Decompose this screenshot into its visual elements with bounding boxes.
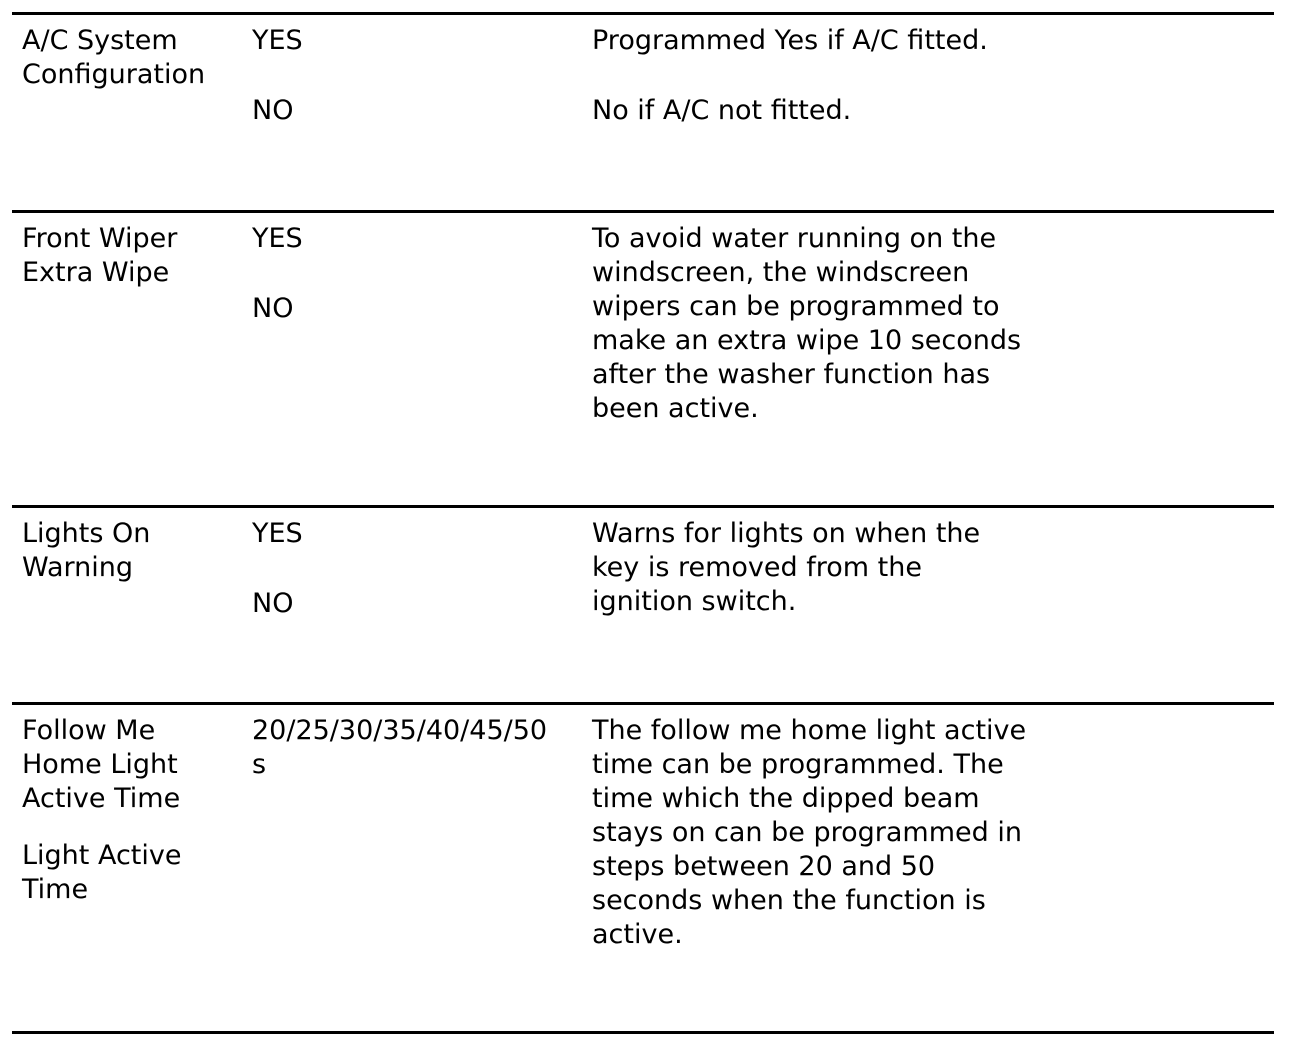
table-row-front-wiper [12, 210, 1274, 505]
table-row-follow-me-home [12, 702, 1274, 1034]
description-text: stays on can be programmed in [592, 817, 1022, 848]
description-gap [592, 58, 1052, 94]
description-text: steps between 20 and 50 [592, 851, 936, 882]
description-text: seconds when the function is [592, 885, 986, 916]
value-option: NO [252, 95, 294, 126]
values-cell [252, 24, 587, 128]
description-text: The follow me home light active [592, 715, 1027, 746]
description-text: ignition switch. [592, 586, 797, 617]
value-option: 20/25/30/35/40/45/50 [252, 715, 548, 746]
parameter-text: Front Wiper [22, 223, 178, 254]
table-row-lights-on-warning [12, 505, 1274, 702]
value-option: YES [252, 25, 303, 56]
value-option: YES [252, 518, 303, 549]
parameter-text: Active Time [22, 783, 181, 814]
description-cell [592, 714, 1052, 952]
parameter-text: Lights On [22, 518, 151, 549]
parameter-text: Time [22, 874, 89, 905]
table-row-ac-system [12, 12, 1274, 210]
value-option: YES [252, 223, 303, 254]
parameter-text: Follow Me [22, 715, 156, 746]
parameter-text: Extra Wipe [22, 257, 170, 288]
description-text: time can be programmed. The [592, 749, 1004, 780]
description-cell [592, 517, 1052, 619]
description-text: time which the dipped beam [592, 783, 980, 814]
description-text: Warns for lights on when the [592, 518, 981, 549]
value-option: NO [252, 293, 294, 324]
value-option: NO [252, 588, 294, 619]
value-option: s [252, 749, 267, 780]
values-cell [252, 517, 587, 621]
description-cell [592, 222, 1052, 426]
parameter-cell [22, 714, 247, 907]
description-text: wipers can be programmed to [592, 291, 1000, 322]
parameter-text: Warning [22, 552, 134, 583]
description-text: To avoid water running on the [592, 223, 997, 254]
parameter-cell [22, 24, 247, 92]
values-cell [252, 714, 587, 782]
parameter-cell [22, 517, 247, 585]
description-text: after the washer function has [592, 359, 991, 390]
description-text: No if A/C not fitted. [592, 95, 852, 126]
parameter-text: A/C System [22, 25, 178, 56]
parameter-text: Configuration [22, 59, 206, 90]
parameter-text: Light Active [22, 840, 182, 871]
description-text: been active. [592, 393, 759, 424]
description-text: windscreen, the windscreen [592, 257, 970, 288]
values-cell [252, 222, 587, 326]
description-text: Programmed Yes if A/C fitted. [592, 25, 988, 56]
settings-table [12, 12, 1274, 1034]
description-text: make an extra wipe 10 seconds [592, 325, 1022, 356]
description-text: key is removed from the [592, 552, 922, 583]
description-cell [592, 24, 1052, 128]
parameter-text: Home Light [22, 749, 178, 780]
description-text: active. [592, 919, 683, 950]
parameter-cell [22, 222, 247, 290]
